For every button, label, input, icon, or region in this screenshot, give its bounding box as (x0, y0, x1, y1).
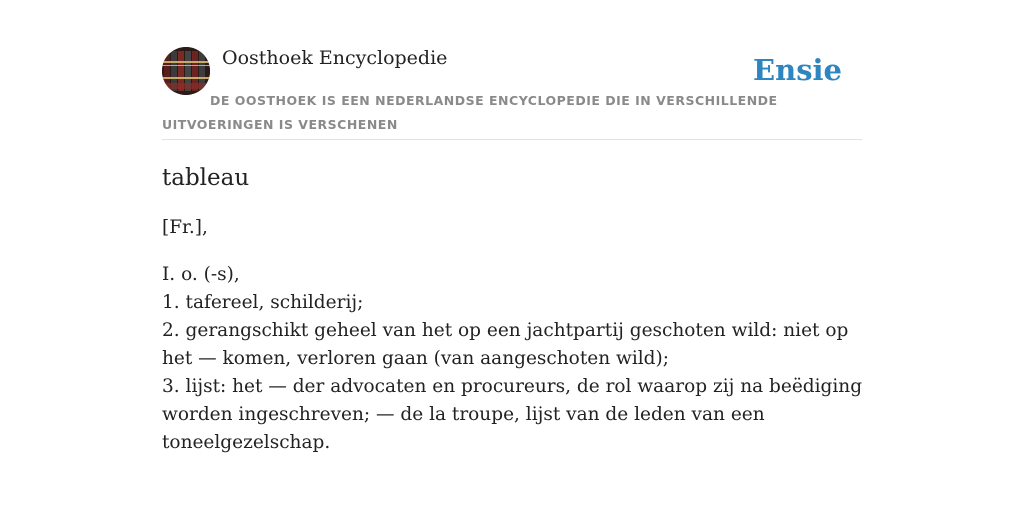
sense-line: 2. gerangschikt geheel van het op een jachtpartij geschoten wild: niet op het — komen, verloren gaan (van aangeschoten wild); (162, 320, 849, 369)
entry-body (162, 214, 872, 457)
entry-article (162, 162, 872, 476)
ensie-logo-link[interactable]: Ensie (753, 53, 842, 87)
entry-senses (162, 261, 872, 457)
site-title-link[interactable]: Oosthoek Encyclopedie (222, 47, 448, 69)
site-tagline: DE OOSTHOEK IS EEN NEDERLANDSE ENCYCLOPEDIE DIE IN VERSCHILLENDE UITVOERINGEN IS VERSCHENEN (162, 93, 778, 132)
sense-line: 3. lijst: het — der advocaten en procureurs, de rol waarop zij na beëdiging worden ingeschreven; — de la troupe, lijst van de leden van een toneelgezelschap. (162, 376, 863, 453)
site-header (162, 46, 862, 140)
entry-title: tableau (162, 165, 250, 191)
sense-line: I. o. (-s), (162, 264, 240, 285)
encyclopedia-books-icon[interactable] (162, 47, 210, 95)
sense-line: 1. tafereel, schilderij; (162, 292, 364, 313)
entry-origin: [Fr.], (162, 217, 208, 238)
